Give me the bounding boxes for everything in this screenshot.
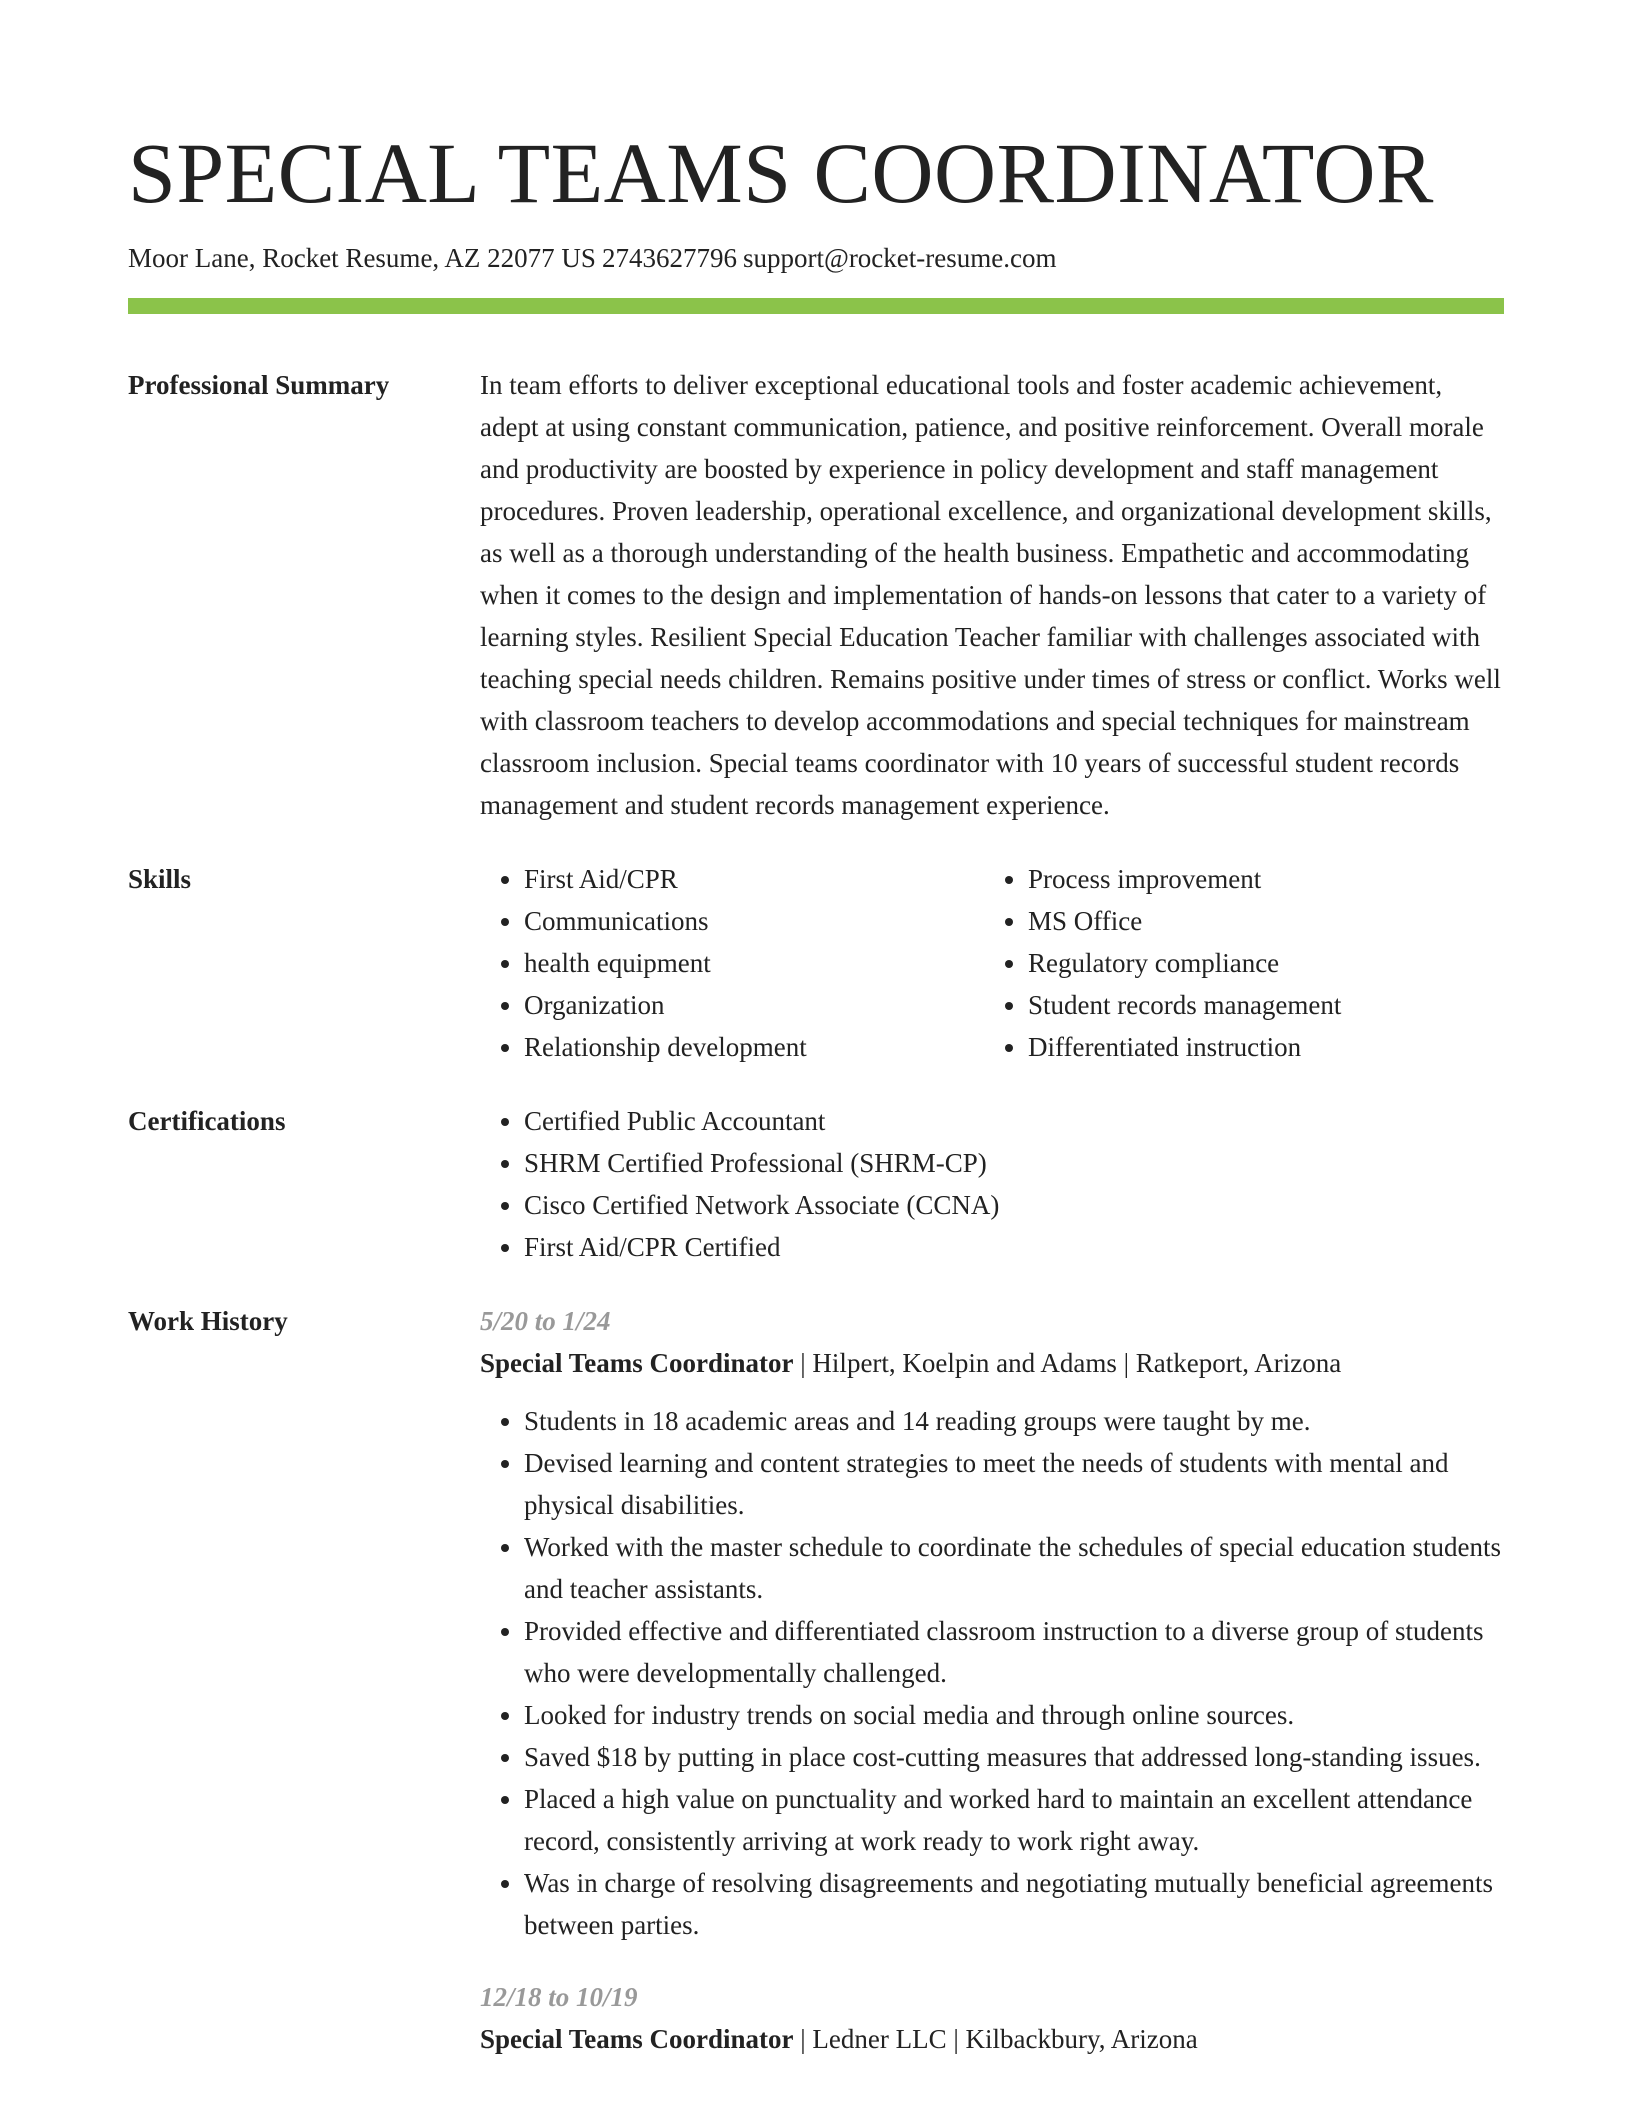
skill-item: • health equipment [524, 942, 984, 984]
skill-item: • Regulatory compliance [1028, 942, 1488, 984]
job-dates: 12/18 to 10/19 [480, 1982, 638, 2012]
header-divider [128, 298, 1504, 314]
job-title-line [480, 2018, 1504, 2060]
job-bullet: • Devised learning and content strategies to meet the needs of students with mental and physical disabilities. [524, 1442, 1504, 1526]
certification-item: • Cisco Certified Network Associate (CCNA) [524, 1184, 1504, 1226]
job-bullet: • Students in 18 academic areas and 14 reading groups were taught by me. [524, 1400, 1504, 1442]
job-details: | Hilpert, Koelpin and Adams | Ratkeport, Arizona [793, 1348, 1342, 1378]
skill-item: • Relationship development [524, 1026, 984, 1068]
skill-item: • Organization [524, 984, 984, 1026]
phone: 2743627796 [601, 243, 737, 273]
skill-item: • Process improvement [1028, 858, 1488, 900]
address: Moor Lane, Rocket Resume, AZ 22077 US [128, 243, 596, 273]
job-entry [480, 1976, 1504, 2060]
skills-column-2 [984, 858, 1488, 1068]
job-details: | Ledner LLC | Kilbackbury, Arizona [793, 2024, 1198, 2054]
job-bullet: • Worked with the master schedule to coordinate the schedules of special education students and teacher assistants. [524, 1526, 1504, 1610]
certifications-list-wrap [480, 1100, 1504, 1268]
skills-section [128, 858, 1504, 1068]
section-label-skills: Skills [128, 864, 192, 894]
job-bullet: • Provided effective and differentiated classroom instruction to a diverse group of students who were developmentally challenged. [524, 1610, 1504, 1694]
certifications-list [480, 1100, 1504, 1268]
resume-title: SPECIAL TEAMS COORDINATOR [128, 125, 1434, 221]
job-title: Special Teams Coordinator [480, 1348, 794, 1378]
job-title-line [480, 1342, 1504, 1384]
job-bullet: • Was in charge of resolving disagreements and negotiating mutually beneficial agreements between parties. [524, 1862, 1504, 1946]
skill-item: • Communications [524, 900, 984, 942]
section-label-summary: Professional Summary [128, 370, 390, 400]
skill-item: • First Aid/CPR [524, 858, 984, 900]
work-history-body [480, 1300, 1504, 2060]
summary-text: In team efforts to deliver exceptional educational tools and foster academic achievement, adept at using constant communication, patience, and positive reinforcement. Overall morale and productivity are boosted by experience in policy development and staff management procedures. Proven leadership, operational excellence, and organizational development skills, as well as a thorough understanding of the health business. Empathetic and accommodating when it comes to the design and implementation of hands-on lessons that cater to a variety of learning styles. Resilient Special Education Teacher familiar with challenges associated with teaching special needs children. Remains positive under times of stress or conflict. Works well with classroom teachers to develop accommodations and special techniques for mainstream classroom inclusion. Special teams coordinator with 10 years of successful student records management and student records management experience. [480, 370, 1501, 820]
job-dates: 5/20 to 1/24 [480, 1306, 611, 1336]
skills-grid [480, 858, 1504, 1068]
section-label-certifications: Certifications [128, 1106, 286, 1136]
certification-item: • Certified Public Accountant [524, 1100, 1504, 1142]
skill-item: • Differentiated instruction [1028, 1026, 1488, 1068]
contact-line [128, 238, 1504, 278]
skills-column-1 [480, 858, 984, 1068]
section-label-work-history: Work History [128, 1306, 288, 1336]
professional-summary-section [128, 364, 1504, 826]
resume-page [128, 118, 1504, 2060]
job-entry [480, 1300, 1504, 1946]
job-bullet: • Saved $18 by putting in place cost-cutting measures that addressed long-standing issues. [524, 1736, 1504, 1778]
job-bullet: • Placed a high value on punctuality and worked hard to maintain an excellent attendance record, consistently arriving at work ready to work right away. [524, 1778, 1504, 1862]
email: support@rocket-resume.com [742, 243, 1057, 273]
job-bullets [480, 1400, 1504, 1946]
job-bullet: • Looked for industry trends on social media and through online sources. [524, 1694, 1504, 1736]
certification-item: • First Aid/CPR Certified [524, 1226, 1504, 1268]
work-history-section [128, 1300, 1504, 2060]
skill-item: • MS Office [1028, 900, 1488, 942]
job-title: Special Teams Coordinator [480, 2024, 794, 2054]
skill-item: • Student records management [1028, 984, 1488, 1026]
certifications-section [128, 1100, 1504, 1268]
certification-item: • SHRM Certified Professional (SHRM-CP) [524, 1142, 1504, 1184]
